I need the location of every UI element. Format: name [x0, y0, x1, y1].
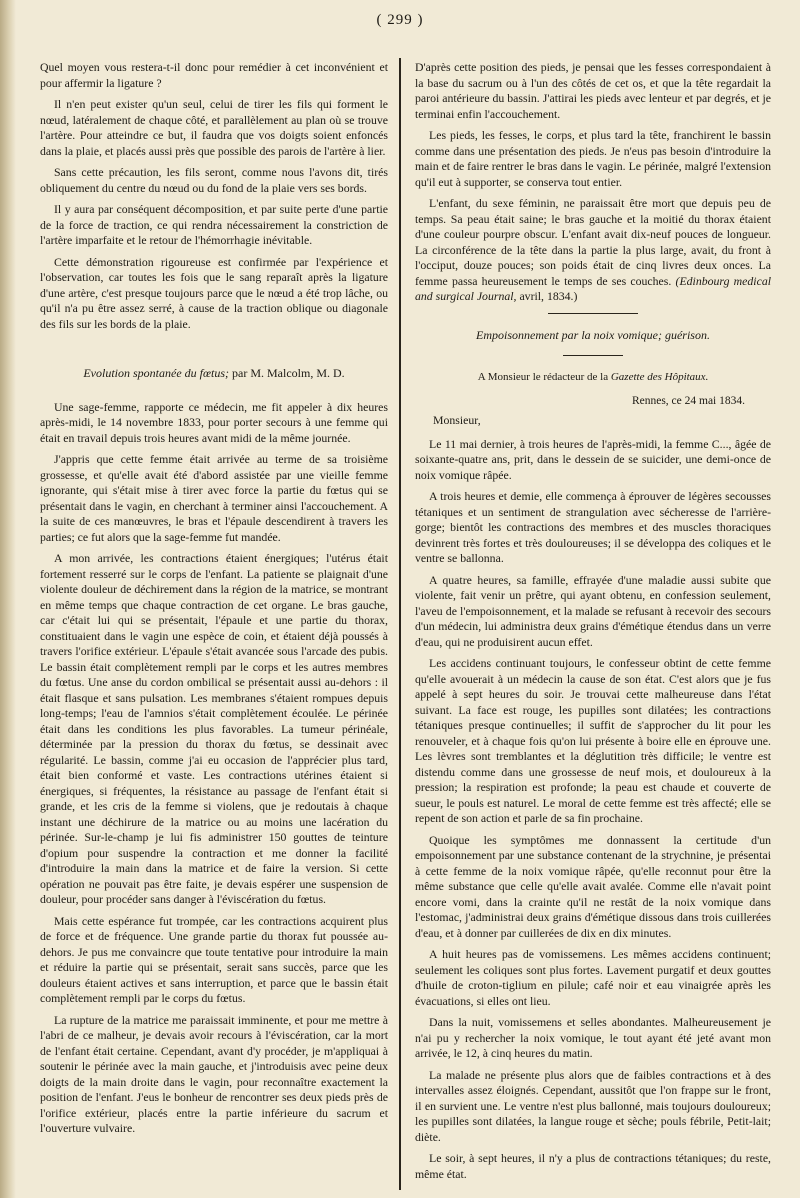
- page-edge-shadow: [0, 0, 16, 1198]
- addressee-prefix: A Monsieur le rédacteur de la: [477, 371, 611, 383]
- left-paragraph: Mais cette espérance fut trompée, car les contractions acquirent plus de force et de fréquence. Une grande partie du thorax fut poussée au-dehors. Je pus me convaincre que toute tentative pour introduire la main et réduire la partie qui se présentait, serait sans succès, parce que les douleurs étaient actives et sans interruption, et parce que le bassin était complètement rempli par le corps du fœtus.: [40, 913, 388, 1005]
- right-paragraph: La malade ne présente plus alors que de faibles contractions et à des intervalles assez éloignés. Cependant, aussitôt que l'on frappe sur le front, il en survient une. Le ventre n'est plus ballonné, mais toujours douloureux; les pupilles sont dilatées, la langue rouge et sèche; pouls fébrile, Petit-lait; diète.: [415, 1067, 771, 1144]
- right-paragraph: A trois heures et demie, elle commença à éprouver de légères secousses tétaniques et un sentiment de strangulation avec sécheresse de l'arrière-gorge; bientôt les contractions des membres et des muscles thoraciques devinrent très fortes et très douloureuses; il se développa des coliques et le ventre se ballonna.: [415, 489, 771, 565]
- left-paragraph: Sans cette précaution, les fils seront, comme nous l'avons dit, tirés obliquement du centre du nœud ou du fond de la plaie vers ses bords.: [40, 165, 388, 195]
- right-paragraph: Les pieds, les fesses, le corps, et plus tard la tête, franchirent le bassin comme dans une présentation des pieds. Je n'eus pas besoin d'introduire la main et de faire rentrer le bras dans le vagin. Le périnée, malgré l'extension qu'il eut à supporter, se conserva tout entier.: [415, 128, 771, 189]
- left-paragraph: Il n'en peut exister qu'un seul, celui de tirer les fils qui forment le nœud, latéralement de chaque côté, et parallèlement au plan où se trouve l'artère. Pour atteindre ce but, il faudra que vos doigts soient enfoncés dans la plaie, et placés aussi près que possible des parois de l'artère à lier.: [40, 97, 388, 158]
- right-paragraph: Les accidens continuant toujours, le confesseur obtint de cette femme qu'elle avouerait à un médecin la cause de son état. C'est alors que je fus appelé à sept heures du soir. Je trouvai cette malheureuse dans l'état suivant. La face est rouge, les pupilles sont dilatées; les contractions tétaniques presque continuelles; il suffit de s'approcher du lit pour les renouveler, et à chaque fois qu'on lui présente à boire elle en éprouve une. Les lèvres sont tremblantes et la déglutition très difficile; le ventre est distendu comme dans une grossesse de neuf mois, et douloureux à la pression; la respiration est profonde; la peau est chaude et couverte de sueur, le pouls est naturel. Le moral de cette femme est très affecté; elle se repent de son action et parle de sa fin prochaine.: [415, 656, 771, 825]
- right-paragraph: A huit heures pas de vomissemens. Les mêmes accidens continuent; seulement les coliques sont plus fortes. Lavement purgatif et deux gouttes d'huile de croton-tiglium en pilule; café noir et eau vinaigrée après les évacuations, si elles ont lieu.: [415, 947, 771, 1008]
- left-paragraph: La rupture de la matrice me paraissait imminente, et pour me mettre à l'abri de ce malheur, je devais avoir recours à l'éviscération, car la mort de l'enfant était certaine. Cependant, avant d'y procéder, je m'appliquai à soutenir le périnée avec la main gauche, et j'introduisis avec peine deux doigts de la main droite dans le vagin, pour reconnaître exactement la position de l'enfant. J'eus le bonheur de rencontrer ses deux pieds près de l'orifice extérieur, placés entre la partie inférieure du sacrum et l'ouverture vulvaire.: [40, 1012, 388, 1135]
- section-title-author: par M. Malcolm, M. D.: [229, 366, 345, 380]
- right-paragraph: D'après cette position des pieds, je pensai que les fesses correspondaient à la base du sacrum ou à l'un des côtés de cet os, et que la tête regardait la paroi antérieure du bassin. J'attirai les pieds avec lenteur et par degrés, et je terminai enfin l'accouchement.: [415, 60, 771, 121]
- letter-salutation: Monsieur,: [433, 413, 481, 427]
- section-rule: [548, 313, 638, 314]
- section-title-poisoning: Empoisonnement par la noix vomique; guérison.: [476, 327, 710, 342]
- section-rule: [563, 355, 623, 356]
- letter-dateline: Rennes, ce 24 mai 1834.: [631, 394, 745, 407]
- right-paragraph: Le soir, à sept heures, il n'y a plus de contractions tétaniques; du reste, même état.: [415, 1151, 771, 1181]
- left-paragraph: A mon arrivée, les contractions étaient énergiques; l'utérus était fortement resserré sur le corps de l'enfant. La patiente se plaignait d'une violente douleur de déchirement dans la région de la matrice, se montrant en même temps que chaque contraction de cet organe. Le bras gauche, car c'était lui qui se présentait, l'épaule et une partie du thorax, constituaient dans le vagin une espèce de coin, et étaient déjà poussés à travers l'orifice extérieur. L'épaule s'était avancée sous l'arcade des pubis. Le bassin était complètement rempli par le corps et les autres membres du fœtus. Une anse du cordon ombilical se présentait aussi au-dehors : il était flasque et sans pulsation. Les membranes s'étaient rompues depuis long-temps; l'eau de l'amnios s'était complètement écoulée. Le périnée était dans les conditions les plus favorables. La tumeur périnéale, déterminée par la pression du thorax du fœtus, se dessinait avec régularité. Le bassin, comme j'ai eu occasion de l'apprécier plus tard, était bien conformé et vaste. Les contractions utérines étaient si énergiques, si fréquentes, la résistance au passage de l'enfant était si grande, et les cris de la femme si violens, que je redoutais à chaque instant une déchirure de la matrice ou au moins une lacération du périnée. Sur-le-champ je lui fis administrer 150 gouttes de teinture d'opium pour suspendre la contraction et me donner la facilité d'introduire la main dans la matrice et de faire la version. Si cette opération ne pouvait pas être faite, je devais espérer une suspension de douleur, pour procéder sans danger à l'éviscération du fœtus.: [40, 551, 388, 906]
- left-paragraph: Une sage-femme, rapporte ce médecin, me fit appeler à dix heures après-midi, le 14 novembre 1833, pour porter secours à une femme qui était en travail depuis trois heures avant midi de la même journée.: [40, 399, 388, 445]
- section-title-italic: Evolution spontanée du fœtus;: [83, 366, 229, 380]
- left-paragraph: Il y aura par conséquent décomposition, et par suite perte d'une partie de la force de traction, ce qui rendra nécessairement la constriction de l'artère imparfaite et le retour de l'hémorrhagie inévitable.: [40, 202, 388, 247]
- right-paragraph-text: L'enfant, du sexe féminin, ne paraissait être mort que depuis peu de temps. Sa peau était saine; le bras gauche et la moitié du thorax étaient d'une couleur pourpre obscur. L'enfant avait dix-neuf pouces de longueur. La circonférence de la tête dans la partie la plus large, avait, du front à l'occiput, douze pouces; son poids était de cinq livres deux onces. La femme passa heureusement le temps de ses couches.: [415, 196, 771, 288]
- right-paragraph: Quoique les symptômes me donnassent la certitude d'un empoisonnement par une substance contenant de la strychnine, je présentai à cette femme de la noix vomique râpée, qu'elle reconnut pour être la même substance que celle qu'elle avait avalée. Comme elle n'avait point encore vomi, dans la crainte qu'il ne restât de la noix vomique dans l'estomac, j'administrai deux grains d'émétique dissous dans trois cuillerées d'eau, et à donner par cuillerées de dix en dix minutes.: [415, 832, 771, 940]
- left-paragraph: Quel moyen vous restera-t-il donc pour remédier à cet inconvénient et pour affermir la ligature ?: [40, 60, 388, 90]
- right-paragraph: [415, 196, 771, 305]
- left-paragraph: Cette démonstration rigoureuse est confirmée par l'expérience et l'observation, car toutes les fois que le sang reparaît après la ligature d'une artère, c'est presque toujours parce que le nœud a été trop lâche, ou qu'il n'a pu être assez serré, à cause de la traction oblique ou diagonale des fils sur les bords de la plaie.: [40, 254, 388, 331]
- right-paragraph: Dans la nuit, vomissemens et selles abondantes. Malheureusement je n'ai pu y rechercher la noix vomique, le tout ayant été jeté avant mon arrivée, le 12, à cinq heures du matin.: [415, 1015, 771, 1060]
- left-paragraph: J'appris que cette femme était arrivée au terme de sa troisième grossesse, et qu'elle avait été d'abord assistée par une vieille femme ignorante, qui s'était mise à tirer avec force la partie du fœtus qui se présentait dans le vagin, en cherchant à terminer ainsi l'accouchement. A la suite de ces manœuvres, le bras et l'épaule descendirent à travers les parties; ce fut alors que la sage-femme fut mandée.: [40, 452, 388, 544]
- right-paragraph: Le 11 mai dernier, à trois heures de l'après-midi, la femme C..., âgée de soixante-quatre ans, prit, dans le dessein de se suicider, une demi-once de noix vomique râpée.: [415, 436, 771, 482]
- right-paragraph: A quatre heures, sa famille, effrayée d'une maladie aussi subite que violente, fait venir un prêtre, qui ayant obtenu, en confession seulement, l'aveu de l'empoisonnement, et la malade se refusant à recevoir des secours d'un médecin, lui administra deux grains d'émétique étendus dans un verre d'eau, qui ne produisirent aucun effet.: [415, 572, 771, 649]
- journal-citation: (Edinbourg medical and surgical Journal,: [415, 273, 772, 303]
- addressee-journal: Gazette des Hôpitaux.: [610, 371, 709, 383]
- page-number: ( 299 ): [376, 12, 424, 28]
- column-divider: [399, 58, 401, 1190]
- section-title-evolution: [40, 366, 388, 382]
- right-column: [415, 60, 771, 1188]
- citation-date: avril, 1834.): [519, 289, 578, 303]
- left-column: [40, 60, 388, 1143]
- letter-addressee: [415, 370, 771, 386]
